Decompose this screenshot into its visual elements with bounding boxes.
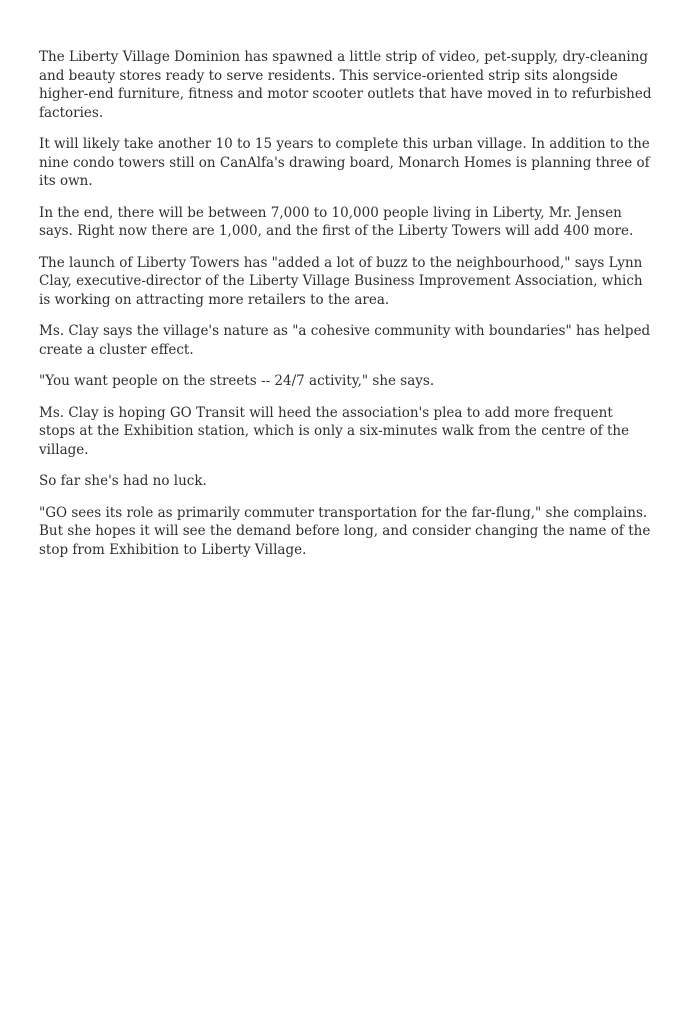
article-paragraph: "GO sees its role as primarily commuter transportation for the far-flung," she complains. But she hopes it will see the demand before long, and consider changing the name of the stop from Exhibition to Liberty Village. (39, 504, 651, 558)
article-paragraph: "You want people on the streets -- 24/7 activity," she says. (39, 373, 435, 389)
article-paragraph: The Liberty Village Dominion has spawned a little strip of video, pet-supply, dry-cleaning and beauty stores ready to serve residents. This service-oriented strip sits alongside higher-end furniture, fitness and motor scooter outlets that have moved in to refurbished factories. (39, 49, 652, 121)
article-paragraph: It will likely take another 10 to 15 years to complete this urban village. In addition to the nine condo towers still on CanAlfa's drawing board, Monarch Homes is planning three of its own. (39, 136, 650, 189)
article-body (39, 48, 652, 559)
article-paragraph: In the end, there will be between 7,000 to 10,000 people living in Liberty, Mr. Jensen says. Right now there are 1,000, and the first of the Liberty Towers will add 400 more. (39, 204, 634, 239)
article-paragraph: So far she's had no luck. (39, 473, 207, 489)
article-paragraph: Ms. Clay is hoping GO Transit will heed the association's plea to add more frequent stops at the Exhibition station, which is only a six-minutes walk from the centre of the village. (39, 404, 630, 458)
article-paragraph: The launch of Liberty Towers has "added a lot of buzz to the neighbourhood," says Lynn Clay, executive-director of the Liberty Village Business Improvement Association, which is working on attracting more retailers to the area. (39, 254, 643, 308)
article-paragraph: Ms. Clay says the village's nature as "a cohesive community with boundaries" has helped create a cluster effect. (39, 323, 651, 358)
